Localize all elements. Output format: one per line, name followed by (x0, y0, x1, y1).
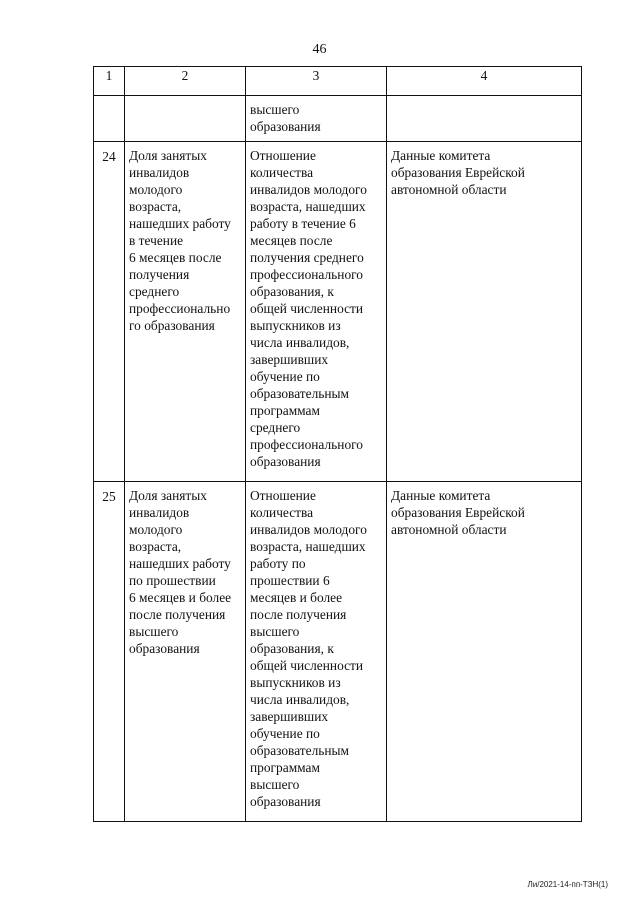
indicator-name-line: образования (129, 641, 200, 656)
calculation-method-line: после получения (250, 607, 347, 622)
data-source-line: Данные комитета (391, 148, 491, 163)
data-source-cell (387, 96, 582, 142)
calculation-method-line: месяцев и более (250, 590, 343, 605)
calculation-method-line: инвалидов молодого (250, 182, 367, 197)
calculation-method-line: общей численности (250, 301, 364, 316)
indicator-name-line: молодого (129, 182, 183, 197)
calculation-method-line: высшего (250, 102, 300, 117)
indicator-name-line: получения (129, 267, 190, 282)
indicator-table (93, 66, 582, 822)
table-row (94, 142, 582, 482)
indicator-name-line: профессионально (129, 301, 231, 316)
indicator-name-line: высшего (129, 624, 179, 639)
table-row (94, 96, 582, 142)
document-code: Ли/2021-14-пп-ТЗН(1) (527, 880, 608, 889)
data-source-line: образования Еврейской (391, 505, 525, 520)
calculation-method-line: получения среднего (250, 250, 364, 265)
calculation-method-line: образования, к (250, 641, 334, 656)
indicator-name-line: молодого (129, 522, 183, 537)
data-source-cell (387, 482, 582, 822)
indicator-name-cell (125, 96, 246, 142)
calculation-method-line: профессионального (250, 437, 363, 452)
row-number: 24 (102, 149, 116, 164)
table-row (94, 482, 582, 822)
calculation-method-line: образования, к (250, 284, 334, 299)
calculation-method-line: общей численности (250, 658, 364, 673)
calculation-method-line: обучение по (250, 369, 320, 384)
row-number (94, 96, 124, 102)
indicator-name-cell (125, 482, 246, 822)
header-col-2: 2 (125, 67, 246, 96)
row-number: 25 (102, 489, 116, 504)
calculation-method-line: профессионального (250, 267, 363, 282)
data-source-line: автономной области (391, 182, 507, 197)
calculation-method-cell (246, 482, 387, 822)
calculation-method-line: программам (250, 760, 320, 775)
header-col-1: 1 (94, 67, 125, 96)
header-col-4: 4 (387, 67, 582, 96)
indicator-name-line: нашедших работу (129, 216, 231, 231)
row-number-cell (94, 482, 125, 822)
indicator-name-cell (125, 142, 246, 482)
calculation-method-line: количества (250, 505, 314, 520)
indicator-name-line: возраста, (129, 199, 182, 214)
indicator-name-line: нашедших работу (129, 556, 231, 571)
calculation-method-line: завершивших (250, 709, 329, 724)
indicator-name-line: Доля занятых (129, 148, 207, 163)
calculation-method-line: инвалидов молодого (250, 522, 367, 537)
indicator-name-line: возраста, (129, 539, 182, 554)
calculation-method-line: завершивших (250, 352, 329, 367)
row-number-cell (94, 96, 125, 142)
calculation-method-line: образования (250, 119, 321, 134)
calculation-method-line: возраста, нашедших (250, 539, 366, 554)
calculation-method-line: Отношение (250, 148, 316, 163)
indicator-name-line: 6 месяцев и более (129, 590, 232, 605)
calculation-method-line: высшего (250, 777, 300, 792)
indicator-name-line: после получения (129, 607, 226, 622)
data-source-line: образования Еврейской (391, 165, 525, 180)
calculation-method-line: работу по (250, 556, 306, 571)
data-source-line: автономной области (391, 522, 507, 537)
calculation-method-line: выпускников из (250, 675, 341, 690)
data-source-cell (387, 142, 582, 482)
calculation-method-line: выпускников из (250, 318, 341, 333)
data-source-line: Данные комитета (391, 488, 491, 503)
indicator-name-line: инвалидов (129, 165, 190, 180)
indicator-name-line: среднего (129, 284, 180, 299)
indicator-name-line: 6 месяцев после (129, 250, 222, 265)
calculation-method-line: числа инвалидов, (250, 692, 350, 707)
indicator-name-line: по прошествии (129, 573, 216, 588)
calculation-method-line: числа инвалидов, (250, 335, 350, 350)
calculation-method-line: программам (250, 403, 320, 418)
calculation-method-line: образования (250, 454, 321, 469)
calculation-method-line: работу в течение 6 (250, 216, 356, 231)
calculation-method-cell (246, 142, 387, 482)
row-number-cell (94, 142, 125, 482)
calculation-method-cell (246, 96, 387, 142)
calculation-method-line: высшего (250, 624, 300, 639)
calculation-method-line: образования (250, 794, 321, 809)
calculation-method-line: среднего (250, 420, 301, 435)
page-number: 46 (312, 42, 327, 57)
calculation-method-line: месяцев после (250, 233, 333, 248)
indicator-name-line: в течение (129, 233, 184, 248)
calculation-method-line: образовательным (250, 743, 350, 758)
indicator-name-line: инвалидов (129, 505, 190, 520)
header-col-3: 3 (246, 67, 387, 96)
calculation-method-line: образовательным (250, 386, 350, 401)
indicator-name-line: Доля занятых (129, 488, 207, 503)
calculation-method-line: Отношение (250, 488, 316, 503)
calculation-method-line: обучение по (250, 726, 320, 741)
indicator-name-line: го образования (129, 318, 215, 333)
calculation-method-line: прошествии 6 (250, 573, 330, 588)
table-header-row (94, 67, 582, 96)
calculation-method-line: возраста, нашедших (250, 199, 366, 214)
calculation-method-line: количества (250, 165, 314, 180)
